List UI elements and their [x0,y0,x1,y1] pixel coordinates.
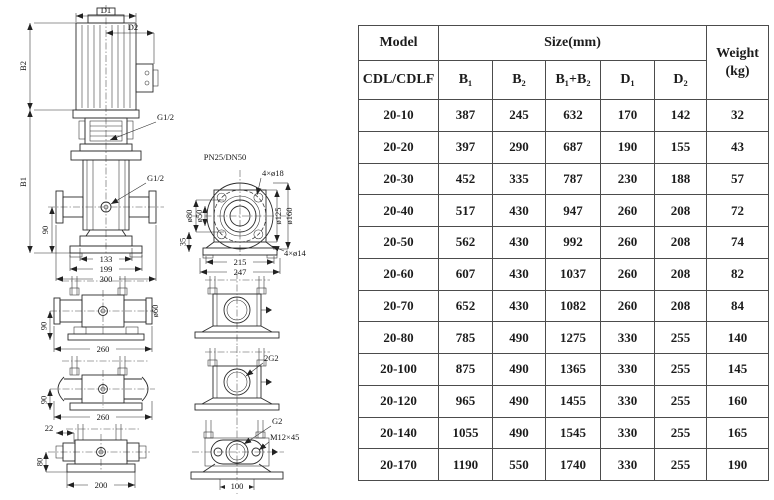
model-cell: 20-60 [359,258,439,290]
dim-label-260-v3: 260 [96,412,110,422]
value-cell: 1545 [546,417,601,449]
value-cell: 330 [601,322,655,354]
value-cell: 430 [493,195,546,227]
pump-technical-drawing [0,0,356,500]
value-cell: 145 [707,354,769,386]
value-cell: 330 [601,417,655,449]
side-view-mid [195,346,279,418]
dim-label-100: 100 [230,481,244,491]
value-cell: 330 [601,385,655,417]
header-weight [707,26,769,100]
dim-label-d2: D2 [127,22,139,32]
dim-label-b1: B1 [18,177,28,187]
value-cell: 57 [707,163,769,195]
value-cell: 74 [707,227,769,259]
value-cell: 255 [655,417,707,449]
value-cell: 1055 [439,417,493,449]
model-cell: 20-170 [359,449,439,481]
value-cell: 1275 [546,322,601,354]
header-col-d2: D₂ [655,61,707,100]
table-body [359,100,769,481]
front-view [18,5,174,284]
value-cell: 230 [601,163,655,195]
value-cell: 387 [439,100,493,132]
value-cell: 190 [707,449,769,481]
header-col-b1b2: B₁+B₂ [546,61,601,100]
dim-label-dia160: ø160 [284,207,294,225]
value-cell: 1740 [546,449,601,481]
base-view-bottom [35,423,151,490]
value-cell: 490 [493,322,546,354]
value-cell: 208 [655,195,707,227]
value-cell: 452 [439,163,493,195]
value-cell: 430 [493,290,546,322]
value-cell: 260 [601,195,655,227]
value-cell: 32 [707,100,769,132]
dimensions-table [358,25,769,481]
value-cell: 397 [439,131,493,163]
header-col-d1: D₁ [601,61,655,100]
value-cell: 1082 [546,290,601,322]
value-cell: 208 [655,290,707,322]
value-cell: 170 [601,100,655,132]
dim-label-dia80: ø80 [184,209,194,223]
value-cell: 1455 [546,385,601,417]
dim-label-300: 300 [99,274,113,284]
model-cell: 20-140 [359,417,439,449]
dim-label-d1: D1 [100,5,112,15]
value-cell: 490 [493,417,546,449]
table-row [359,354,769,386]
value-cell: 255 [655,385,707,417]
value-cell: 1037 [546,258,601,290]
header-col-b2: B₂ [493,61,546,100]
spec-table-wrap [358,25,768,481]
flange-title: PN25/DN50 [203,152,247,162]
model-cell: 20-10 [359,100,439,132]
dim-label-dia125: ø125 [273,207,283,225]
port-label-g2: G2 [272,416,283,426]
table-row [359,417,769,449]
value-cell: 160 [707,385,769,417]
dim-label-90: 90 [40,225,50,235]
port-label-g12-lower: G1/2 [147,173,164,183]
table-row [359,385,769,417]
header-model-sub: CDL/CDLF [359,61,439,100]
port-label-g12-upper: G1/2 [157,112,174,122]
value-cell: 188 [655,163,707,195]
value-cell: 155 [655,131,707,163]
dim-label-90-v3: 90 [38,395,49,405]
value-cell: 43 [707,131,769,163]
dim-label-dia60: ø60 [150,304,160,318]
value-cell: 965 [439,385,493,417]
table-row [359,227,769,259]
flange-bolt-top-label: 4×ø18 [262,168,284,178]
model-cell: 20-80 [359,322,439,354]
header-model: Model [359,26,439,61]
value-cell: 517 [439,195,493,227]
model-cell: 20-30 [359,163,439,195]
model-cell: 20-40 [359,195,439,227]
drawing-svg [0,0,356,500]
value-cell: 652 [439,290,493,322]
dim-label-80: 80 [34,457,45,467]
value-cell: 335 [493,163,546,195]
value-cell: 208 [655,227,707,259]
dim-label-90-v2: 90 [38,321,49,331]
value-cell: 875 [439,354,493,386]
value-cell: 430 [493,227,546,259]
port-label-2g2: 2G2 [264,353,279,363]
model-cell: 20-70 [359,290,439,322]
model-cell: 20-100 [359,354,439,386]
dim-label-133: 133 [99,254,113,264]
table-row [359,131,769,163]
value-cell: 687 [546,131,601,163]
value-cell: 330 [601,449,655,481]
dim-label-22: 22 [44,423,54,433]
value-cell: 260 [601,290,655,322]
dim-label-b2: B2 [18,61,28,71]
flange-detail-view [178,152,307,277]
junction-box [136,64,158,92]
value-cell: 787 [546,163,601,195]
header-weight-label: Weight [716,46,759,61]
value-cell: 430 [493,258,546,290]
value-cell: 140 [707,322,769,354]
value-cell: 165 [707,417,769,449]
side-view-bottom [191,416,299,494]
value-cell: 82 [707,258,769,290]
flange-bolt-bottom-label: 4×ø14 [284,248,306,258]
value-cell: 255 [655,354,707,386]
value-cell: 1190 [439,449,493,481]
table-row [359,449,769,481]
dim-label-247: 247 [233,267,247,277]
side-view-top [195,272,279,346]
base-view-mid [39,356,156,422]
dim-label-260-v2: 260 [96,344,110,354]
value-cell: 785 [439,322,493,354]
value-cell: 550 [493,449,546,481]
value-cell: 330 [601,354,655,386]
dim-label-dia50: ø50 [194,209,204,223]
model-cell: 20-50 [359,227,439,259]
value-cell: 607 [439,258,493,290]
value-cell: 72 [707,195,769,227]
bolt-label-m12x45: M12×45 [270,432,300,442]
table-row [359,100,769,132]
value-cell: 190 [601,131,655,163]
value-cell: 562 [439,227,493,259]
header-col-b1: B₁ [439,61,493,100]
model-cell: 20-20 [359,131,439,163]
value-cell: 245 [493,100,546,132]
header-size: Size(mm) [439,26,707,61]
dim-label-215: 215 [233,257,247,267]
value-cell: 260 [601,258,655,290]
table-row [359,258,769,290]
table-row [359,163,769,195]
model-cell: 20-120 [359,385,439,417]
value-cell: 84 [707,290,769,322]
value-cell: 490 [493,385,546,417]
value-cell: 490 [493,354,546,386]
value-cell: 290 [493,131,546,163]
table-row [359,290,769,322]
value-cell: 255 [655,449,707,481]
base-view-top [39,276,161,354]
value-cell: 1365 [546,354,601,386]
header-weight-unit: (kg) [725,63,750,79]
dim-label-200: 200 [94,480,108,490]
value-cell: 992 [546,227,601,259]
value-cell: 255 [655,322,707,354]
dim-label-35: 35 [177,237,188,247]
value-cell: 632 [546,100,601,132]
value-cell: 260 [601,227,655,259]
dim-label-199: 199 [99,264,113,274]
value-cell: 142 [655,100,707,132]
table-row [359,195,769,227]
table-row [359,322,769,354]
value-cell: 208 [655,258,707,290]
value-cell: 947 [546,195,601,227]
